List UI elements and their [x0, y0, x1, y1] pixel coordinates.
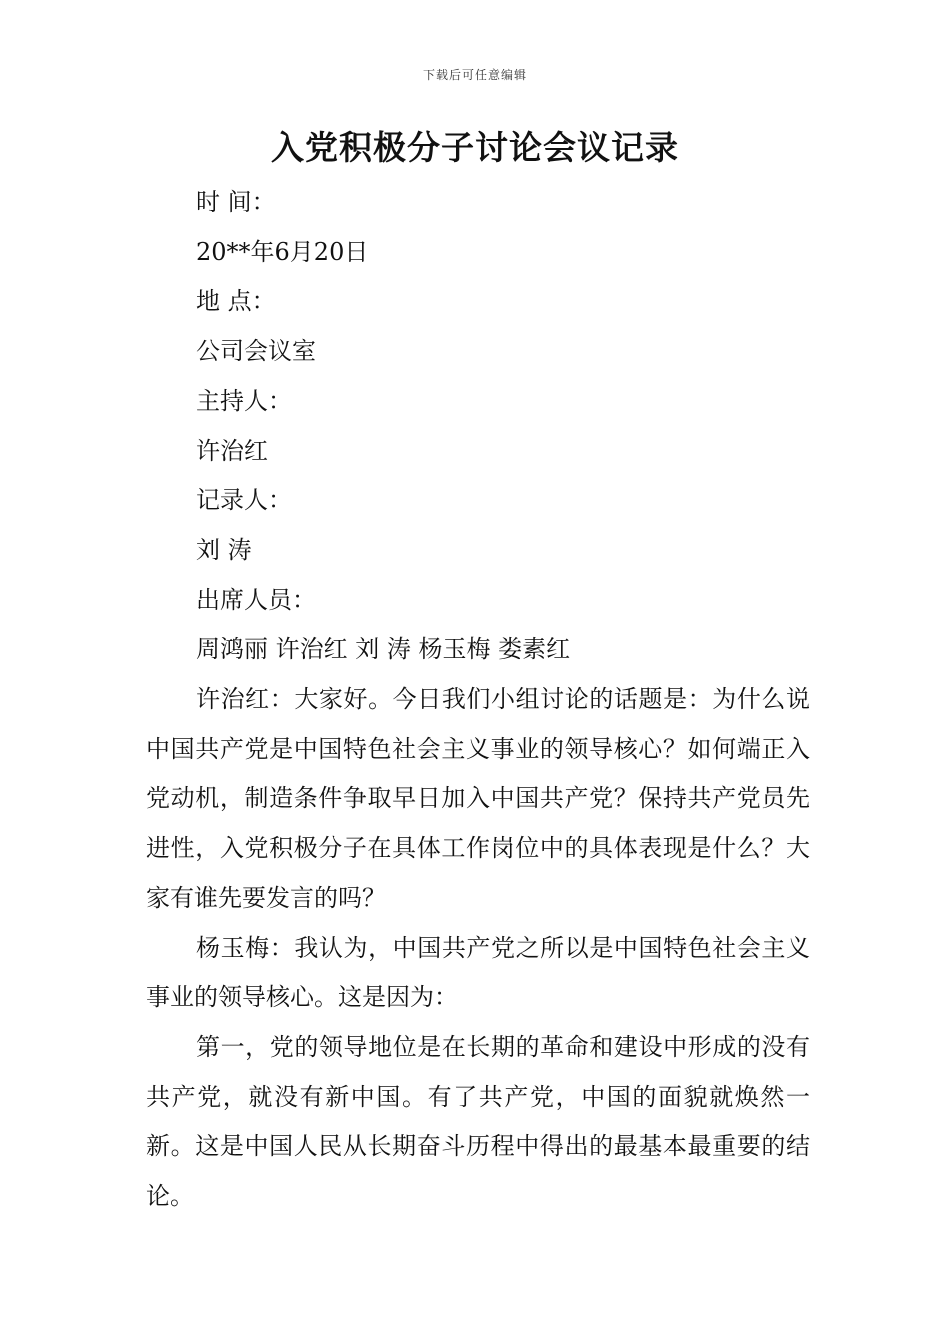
attendees-label: 出席人员： — [196, 585, 316, 614]
paragraph-yang-intro: 杨玉梅：我认为，中国共产党之所以是中国特色社会主义事业的领导核心。这是因为： — [146, 933, 810, 1012]
host-label: 主持人： — [196, 386, 292, 415]
paragraph-opening: 许治红：大家好。今日我们小组讨论的话题是：为什么说中国共产党是中国特色社会主义事业的领导核心？如何端正入党动机，制造条件争取早日加入中国共产党？保持共产党员先进性，入党积极分子在具体工作岗位中的具体表现是什么？大家有谁先要发言的吗？ — [146, 685, 810, 912]
recorder-value: 刘 涛 — [196, 535, 252, 564]
attendees-value: 周鸿丽 许治红 刘 涛 杨玉梅 娄素红 — [196, 635, 571, 664]
host-value: 许治红 — [196, 436, 268, 465]
document-body — [146, 178, 810, 1222]
header-note: 下载后可任意编辑 — [422, 68, 527, 82]
location-value: 公司会议室 — [196, 337, 316, 366]
time-value: 20**年6月20日 — [196, 237, 369, 266]
recorder-label: 记录人： — [196, 486, 292, 515]
paragraph-point-one: 第一，党的领导地位是在长期的革命和建设中形成的没有共产党，就没有新中国。有了共产党，中国的面貌就焕然一新。这是中国人民从长期奋斗历程中得出的最基本最重要的结论。 — [146, 1032, 810, 1211]
document-title: 入党积极分子讨论会议记录 — [271, 128, 679, 167]
location-label: 地 点： — [196, 287, 276, 316]
time-label: 时 间： — [196, 188, 276, 216]
